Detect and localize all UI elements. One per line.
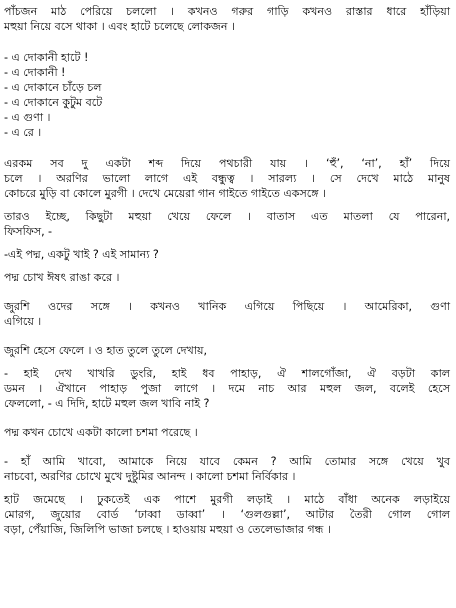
list-item: - এ দোকানে কুটুম বটে: [4, 96, 103, 109]
text-line: হাট জমেছে । ঢুকতেই এক পাশে মুরগী লড়াই । মাঠে বাঁধা অনেক লড়াইয়ে: [4, 493, 450, 506]
text-line: কোচরে মুড়ি বা কোলে মুরগী । দেখে মেয়েরা গান গাইতে গাইতে একসঙ্গে ।: [4, 187, 326, 200]
text-line: ফিসফিস, -: [4, 225, 52, 238]
list-item: - এ রে ।: [4, 126, 42, 139]
list-item: - এ গুণা ।: [4, 111, 51, 124]
text-line: ডমন । ঐখানে পাহাড় পুজা লাগে । দমে নাচ আর মহুল জল, বলেই হেসে: [4, 382, 450, 395]
text-line: এরকম সব দু একটা শব্দ দিয়ে পথচারী যায় । ‘হুঁ’, ‘না’, হাঁ’ দিয়ে: [4, 157, 450, 170]
text-line: মহুয়া নিয়ে বসে থাকা । এবং হাটে চলেছে লোকজন ।: [4, 20, 235, 33]
list-item: - এ দোকানী হাটে !: [4, 51, 89, 64]
text-line: পদ্ম কখন চোখে একটা কালো চশমা পরেছে ।: [4, 426, 198, 439]
text-line: তারও ইচ্ছে, কিছুটা মহুয়া খেয়ে ফেলে । বাতাস এত মাতলা যে পারেনা,: [4, 210, 450, 223]
text-line: - হাই দেখ খাখরি ডুংরি, হাই ধব পাহাড়, ঐ শালগোঁজা, ঐ বড়টা কাল: [4, 367, 450, 380]
list-item: - এ দোকানে চাঁড়ে চল: [4, 81, 102, 94]
text-line: - হাঁ আমি খাবো, আমাকে নিয়ে যাবে কেমন ? আমি তোমার সঙ্গে খেয়ে খুব: [4, 455, 450, 468]
text-line: ফেললো, - এ দিদি, হাটে মহুল জল খাবি নাই ?: [4, 397, 210, 410]
text-line: -এই পদ্ম, একটু খাই ? এই সামান্য ?: [4, 248, 159, 261]
list-item: - এ দোকানী !: [4, 66, 66, 79]
text-line: জুরশি হেসে ফেলে । ও হাত তুলে তুলে দেখায়,: [4, 344, 207, 357]
text-line: পাঁচজন মাঠ পেরিয়ে চললো । কখনও গরুর গাড়ি কখনও রাস্তার ধারে হাঁড়িয়া: [4, 5, 450, 18]
text-line: নাচবো, অরণির চোখে মুখে দুষ্টুমির আনন্দ । কালো চশমা নির্বিকার ।: [4, 470, 296, 483]
text-line: বড়া, পেঁয়াজি, জিলিপি ভাজা চলছে । হাওয়ায় মহুয়া ও তেলেভাজার গন্ধ ।: [4, 523, 331, 536]
text-line: জুরশি ওদের সঙ্গে । কখনও খানিক এগিয়ে পিছিয়ে । আমেরিকা, গুণা: [4, 300, 450, 313]
text-line: মোরগ, জুয়োর বোর্ড ‘ঢাব্বা ডাব্বা’ । ‘গুলগুল্লা’, আটার তৈরী গোল গোল: [4, 508, 450, 521]
text-line: এগিয়ে ।: [4, 315, 42, 328]
text-line: চলে । অরণির ভালো লাগে এই বন্ধুত্ব । সারল্য । সে দেখে মাঠে মানুষ: [4, 172, 450, 185]
text-line: পদ্ম চোখ ঈষৎ রাঙা করে ।: [4, 271, 120, 284]
